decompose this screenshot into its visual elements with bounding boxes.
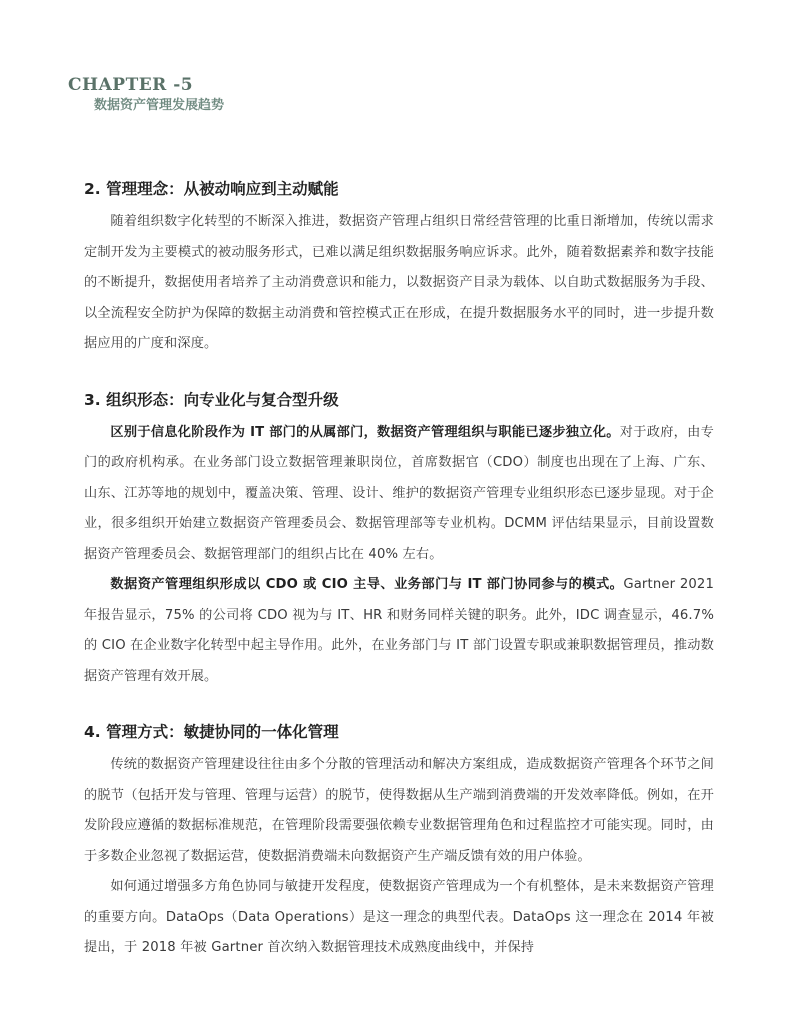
paragraph-text: 对于政府，由专门的政府机构承。在业务部门设立数据管理兼职岗位，首席数据官（CDO）制度也出现在了上海、广东、山东、江苏等地的规划中，覆盖决策、管理、设计、维护的数据资产管理专业组织形态已逐步显现。对于企业，很多组织开始建立数据资产管理委员会、数据管理部等专业机构。DCMM 评估结果显示，目前设置数据资产管理委员会、数据管理部门的组织占比在 40% 左右。 bbox=[84, 424, 714, 562]
chapter-header bbox=[68, 75, 224, 115]
document-body bbox=[84, 176, 714, 991]
paragraph-text: Gartner 2021 年报告显示，75% 的公司将 CDO 视为与 IT、HR 和财务同样关键的职务。此外，IDC 调查显示，46.7% 的 CIO 在企业数字化转型中起主导作用。此外，在业务部门与 IT 部门设置专职或兼职数据管理员，推动数据资产管理有效开展。 bbox=[84, 577, 714, 684]
paragraph bbox=[84, 750, 714, 872]
chapter-subtitle: 数据资产管理发展趋势 bbox=[94, 98, 225, 113]
section-title: 2. 管理理念：从被动响应到主动赋能 bbox=[84, 180, 339, 198]
paragraph bbox=[84, 872, 714, 964]
section-organization-form bbox=[84, 387, 714, 693]
paragraph-text: 传统的数据资产管理建设往往由多个分散的管理活动和解决方案组成，造成数据资产管理各个环节之间的脱节（包括开发与管理、管理与运营）的脱节，使得数据从生产端到消费端的开发效率降低。例如，在开发阶段应遵循的数据标准规范，在管理阶段需要强依赖专业数据管理角色和过程监控才可能实现。同时，由于多数企业忽视了数据运营，使数据消费端未向数据资产生产端反馈有效的用户体验。 bbox=[84, 757, 714, 864]
paragraph-lead: 数据资产管理组织形成以 CDO 或 CIO 主导、业务部门与 IT 部门协同参与的模式。 bbox=[110, 577, 624, 592]
paragraph-text: 随着组织数字化转型的不断深入推进，数据资产管理占组织日常经营管理的比重日渐增加，传统以需求定制开发为主要模式的被动服务形式，已难以满足组织数据服务响应诉求。此外，随着数据素养和数字技能的不断提升，数据使用者培养了主动消费意识和能力，以数据资产目录为载体、以自助式数据服务为手段、以全流程安全防护为保障的数据主动消费和管控模式正在形成，在提升数据服务水平的同时，进一步提升数据应用的广度和深度。 bbox=[84, 214, 714, 351]
section-title: 4. 管理方式：敏捷协同的一体化管理 bbox=[84, 723, 339, 741]
paragraph-text: 如何通过增强多方角色协同与敏捷开发程度，使数据资产管理成为一个有机整体，是未来数据资产管理的重要方向。DataOps（Data Operations）是这一理念的典型代表。DataOps 这一理念在 2014 年被提出，于 2018 年被 Gartner 首次纳入数据管理技术成熟度曲线中，并保持 bbox=[84, 879, 714, 955]
paragraph bbox=[84, 570, 714, 692]
chapter-label: CHAPTER -5 bbox=[68, 75, 194, 95]
section-management-concept bbox=[84, 176, 714, 360]
paragraph bbox=[84, 418, 714, 571]
section-title: 3. 组织形态：向专业化与复合型升级 bbox=[84, 390, 339, 409]
paragraph bbox=[84, 207, 714, 360]
paragraph-lead: 区别于信息化阶段作为 IT 部门的从属部门，数据资产管理组织与职能已逐步独立化。 bbox=[110, 424, 620, 440]
section-management-method bbox=[84, 719, 714, 964]
